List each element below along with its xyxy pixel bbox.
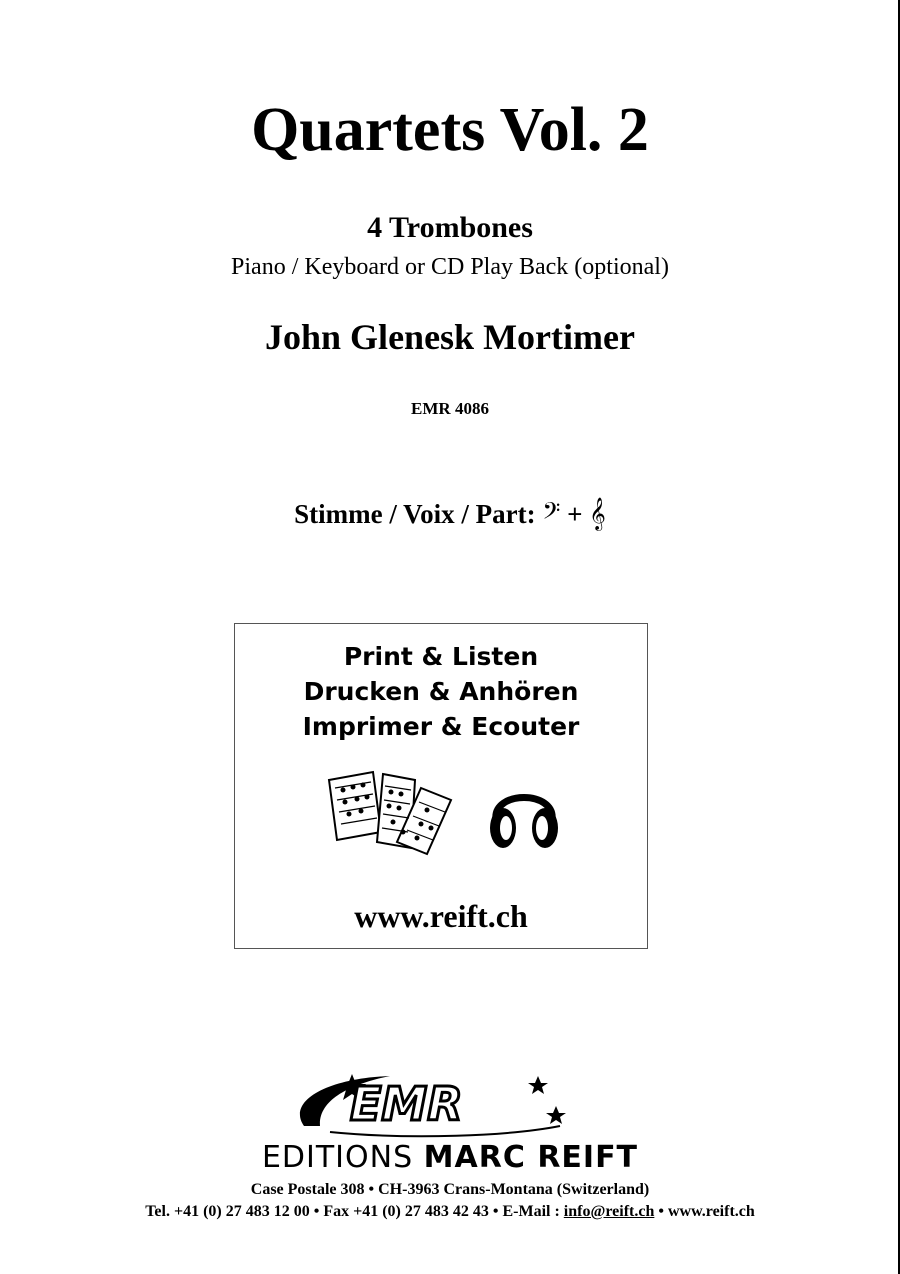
part-label: Stimme / Voix / Part: — [294, 499, 536, 529]
part-plus: + — [567, 499, 583, 529]
instrumentation: 4 Trombones — [367, 211, 533, 244]
print-listen-box — [234, 623, 648, 949]
promo-line-english: Print & Listen — [343, 642, 539, 671]
publisher-name — [0, 1141, 900, 1175]
promo-line-french: Imprimer & Ecouter — [302, 712, 580, 741]
page-title: Quartets Vol. 2 — [251, 96, 649, 164]
publisher-contact — [0, 1202, 900, 1222]
contact-phone-fax: Tel. +41 (0) 27 483 12 00 • Fax +41 (0) 27 483 42 43 • E-Mail : — [145, 1203, 564, 1220]
publisher-name-part3: REIFT — [537, 1140, 639, 1175]
promo-url[interactable]: www.reift.ch — [354, 898, 528, 934]
contact-website[interactable]: • www.reift.ch — [654, 1203, 755, 1220]
logo-text: EMR — [350, 1077, 463, 1131]
publisher-address: Case Postale 308 • CH-3963 Crans-Montana (Switzerland) — [250, 1181, 650, 1198]
sheet-music-icon — [327, 770, 455, 856]
email-link[interactable]: info@reift.ch — [563, 1203, 655, 1220]
accompaniment: Piano / Keyboard or CD Play Back (optional) — [231, 254, 669, 280]
composer-name: John Glenesk Mortimer — [265, 317, 635, 357]
headphones-icon — [488, 776, 560, 854]
publisher-name-part2: MARC — [423, 1140, 538, 1175]
publisher-name-part1: EDITIONS — [261, 1140, 424, 1175]
promo-line-german: Drucken & Anhören — [303, 677, 579, 706]
emr-logo — [290, 1070, 610, 1142]
treble-clef-icon: 𝄞 — [589, 497, 606, 530]
bass-clef-icon: 𝄢 — [542, 497, 561, 530]
part-designation — [0, 496, 900, 532]
catalog-number: EMR 4086 — [411, 399, 489, 418]
